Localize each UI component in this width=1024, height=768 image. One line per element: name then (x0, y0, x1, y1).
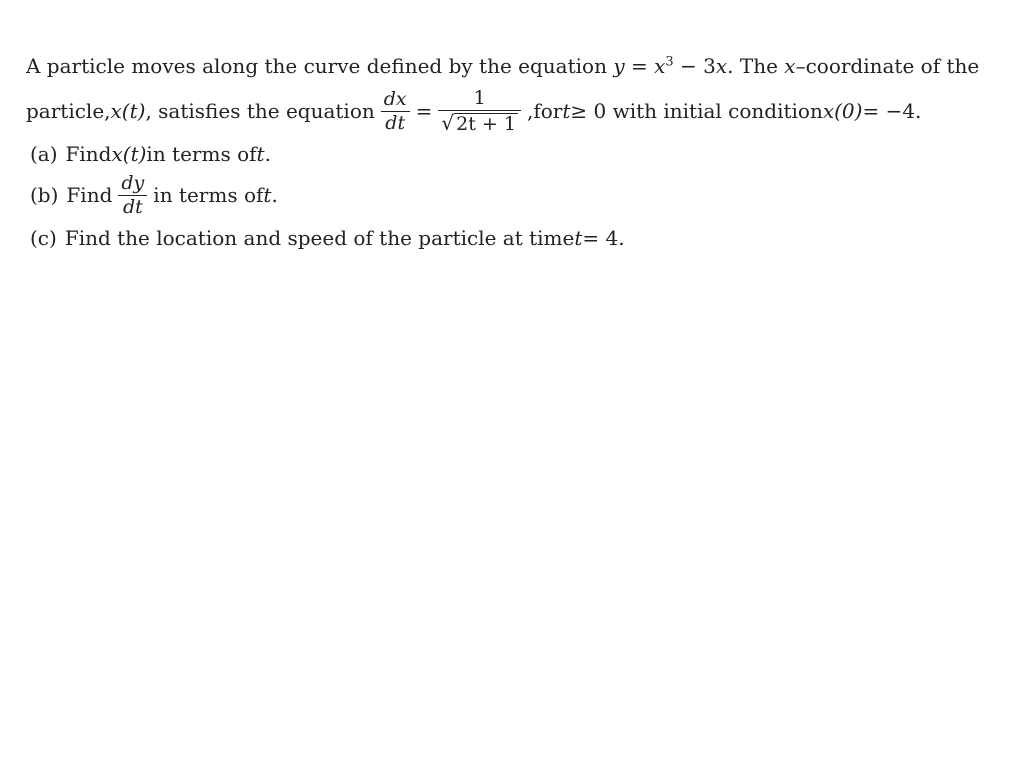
sqrt-argument: 2t + 1 (456, 112, 516, 135)
line2-mid-text: , satisfies the equation (145, 99, 375, 123)
part-b-end: . (271, 183, 278, 207)
part-a (30, 138, 1006, 170)
line2-condition: ≥ 0 with initial condition (570, 99, 823, 123)
var-x-coordinate: x (784, 54, 796, 78)
part-b-text: Find (66, 183, 113, 207)
problem-intro-line-2 (26, 84, 1006, 138)
intro-text: A particle moves along the curve defined by the equation (26, 54, 614, 78)
var-y: y (613, 54, 625, 78)
part-a-math: x(t) (111, 142, 147, 166)
part-a-var: t (256, 142, 265, 166)
part-c-label: (c) (30, 226, 57, 250)
x-of-zero: x(0) (822, 99, 863, 123)
dt-denominator-2: dt (122, 195, 143, 218)
var-t: t (562, 99, 571, 123)
line2-for: for (533, 99, 563, 123)
part-a-end: . (264, 142, 271, 166)
sqrt-denominator (438, 110, 521, 135)
one-over-sqrt-fraction (438, 86, 521, 135)
part-c-text: Find the location and speed of the particle at time (64, 226, 575, 250)
radical-icon: √ (441, 110, 455, 135)
part-a-label: (a) (30, 142, 58, 166)
dydt-fraction (118, 171, 147, 218)
dy-numerator: dy (121, 171, 145, 194)
part-c (30, 220, 1006, 256)
comma: , (526, 99, 534, 123)
var-x: x (715, 54, 728, 78)
problem-intro-line-1 (26, 54, 1006, 84)
x-of-t: x(t) (110, 99, 146, 123)
exponent-3: 3 (665, 54, 674, 70)
line2-text: particle, (26, 99, 111, 123)
part-a-text: Find (65, 142, 112, 166)
part-b-var: t (263, 183, 272, 207)
var-x-cubed: x (654, 54, 666, 78)
dx-numerator: dx (383, 87, 407, 110)
one-numerator: 1 (473, 86, 486, 109)
part-c-var: t (574, 226, 583, 250)
equals-sign-2: = (415, 99, 433, 123)
part-a-text-2: in terms of (146, 142, 257, 166)
intro-text-2: . The (727, 54, 785, 78)
part-b-text-2: in terms of (153, 183, 264, 207)
minus-three: − 3 (673, 54, 716, 78)
dt-denominator: dt (385, 111, 406, 134)
part-b-label: (b) (30, 183, 59, 207)
initial-value: = −4. (862, 99, 922, 123)
intro-text-3: –coordinate of the (795, 54, 980, 78)
part-c-end: = 4. (582, 226, 625, 250)
part-b (30, 170, 1006, 220)
problem-document (26, 54, 1006, 256)
dxdt-fraction (381, 87, 410, 134)
equals-sign: = (624, 54, 655, 78)
